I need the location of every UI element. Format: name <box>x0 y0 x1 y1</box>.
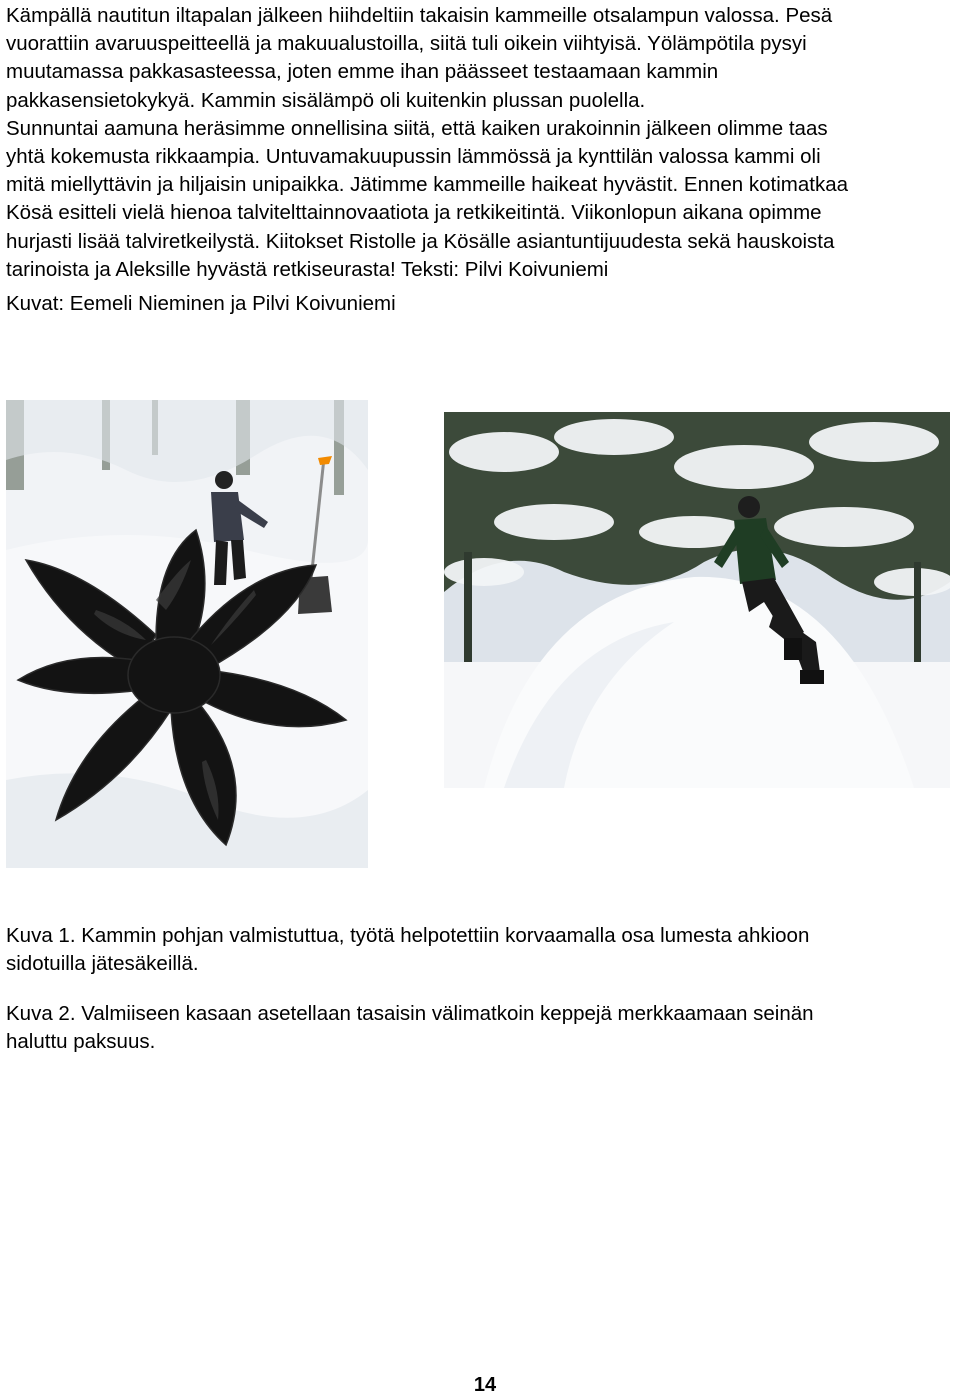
body-line: mitä miellyttävin ja hiljaisin unipaikka. Jätimme kammeille haikeat hyvästit. Ennen kotimatkaa <box>6 173 848 197</box>
body-line: Kämpällä nautitun iltapalan jälkeen hiihdeltiin takaisin kammeille otsalampun valossa. Pesä <box>6 4 833 27</box>
caption-line: Kuva 1. Kammin pohjan valmistuttua, työtä helpotettiin korvaamalla osa lumesta ahkioon <box>6 924 810 947</box>
photo-caption-1 <box>6 922 809 978</box>
body-line: pakkasensietokykyä. Kammin sisälämpö oli kuitenkin plussan puolella. <box>6 88 646 112</box>
body-line: muutamassa pakkasasteessa, joten emme ihan päässeet testaamaan kammin <box>6 60 719 84</box>
caption-line: haluttu paksuus. <box>6 1030 156 1053</box>
photo-credits: Kuvat: Eemeli Nieminen ja Pilvi Koivuniemi <box>6 292 396 315</box>
body-line: Sunnuntai aamuna heräsimme onnellisina siitä, että kaiken urakoinnin jälkeen olimme taas <box>6 116 828 140</box>
body-line: vuorattiin avaruuspeitteellä ja makuualustoilla, siitä tuli oikein viihtyisä. Yölämpötila pysyi <box>6 32 807 56</box>
body-line: tarinoista ja Aleksille hyvästä retkiseurasta! Teksti: Pilvi Koivuniemi <box>6 257 609 281</box>
photo-snow-mound <box>444 412 950 788</box>
body-line: yhtä kokemusta rikkaampia. Untuvamakuupussin lämmössä ja kynttilän valossa kammi oli <box>6 145 821 169</box>
caption-line: sidotuilla jätesäkeillä. <box>6 952 199 975</box>
photo-garbage-bags <box>6 400 368 868</box>
caption-line: Kuva 2. Valmiiseen kasaan asetellaan tasaisin välimatkoin keppejä merkkaamaan seinän <box>6 1002 814 1025</box>
photo-caption-2 <box>6 1000 814 1056</box>
body-paragraph <box>6 2 958 284</box>
body-line: hurjasti lisää talviretkeilystä. Kiitokset Ristolle ja Kösälle asiantuntijuudesta sekä hauskoista <box>6 229 835 253</box>
body-line: Kösä esitteli vielä hienoa talvitelttainnovaatiota ja retkikeitintä. Viikonlopun aikana opimme <box>6 201 822 225</box>
page-number: 14 <box>473 1374 497 1396</box>
